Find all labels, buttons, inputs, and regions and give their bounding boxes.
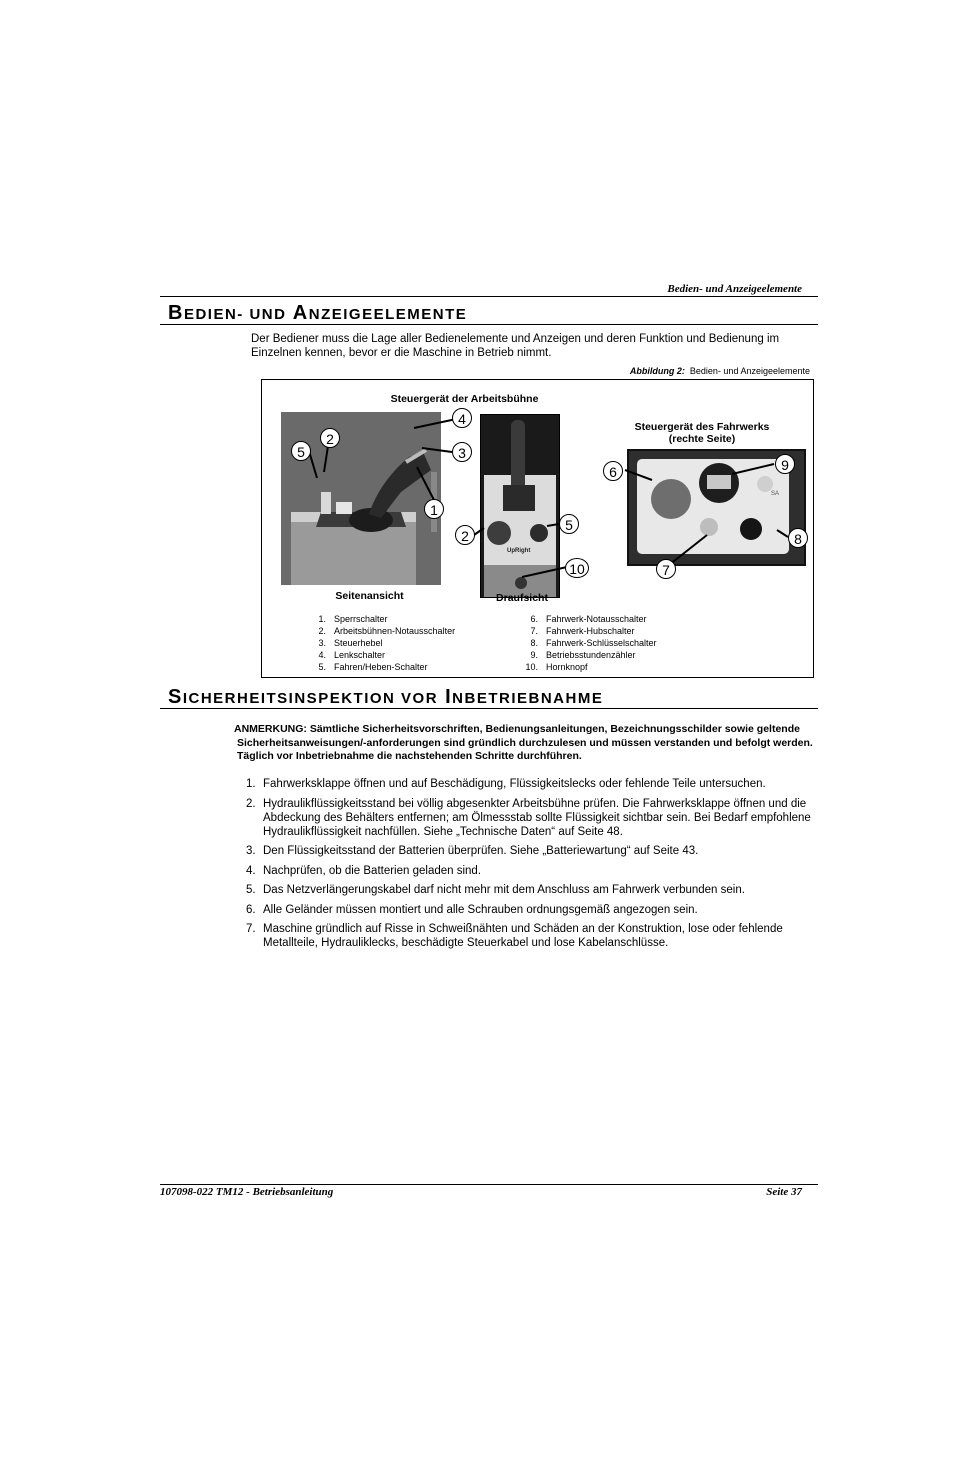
legend-item: 6. Fahrwerk-Notausschalter bbox=[530, 614, 647, 624]
legend-item: 9. Betriebsstundenzähler bbox=[530, 650, 636, 660]
legend-item: 3. Steuerhebel bbox=[318, 638, 383, 648]
title-initial: A bbox=[286, 302, 309, 324]
figure-caption-text: Bedien- und Anzeigeelemente bbox=[689, 366, 810, 376]
figure-caption-label: Abbildung 2: bbox=[629, 366, 685, 376]
callout-5-top: 5 bbox=[559, 514, 579, 534]
footer-page-number: Seite 37 bbox=[766, 1186, 802, 1198]
list-item: 1. Fahrwerksklappe öffnen und auf Beschädigung, Flüssigkeitslecks oder fehlende Teile untersuchen. bbox=[246, 778, 766, 790]
callout-8: 8 bbox=[788, 528, 808, 548]
callout-4: 4 bbox=[452, 408, 472, 428]
legend-left bbox=[310, 613, 455, 673]
legend-item: 2. Arbeitsbühnen-Notausschalter bbox=[318, 626, 456, 636]
legend-item: 5. Fahren/Heben-Schalter bbox=[318, 662, 428, 672]
chassis-control-title-line2: (rechte Seite) bbox=[668, 433, 736, 445]
legend-item: 7. Fahrwerk-Hubschalter bbox=[530, 626, 635, 636]
callout-2-top: 2 bbox=[455, 525, 475, 545]
footer-doc-id: 107098-022 TM12 - Betriebsanleitung bbox=[160, 1186, 334, 1198]
callout-5: 5 bbox=[291, 441, 311, 461]
callout-7: 7 bbox=[656, 559, 676, 579]
title-part: - bbox=[237, 306, 250, 323]
note-label: ANMERKUNG: bbox=[234, 723, 307, 735]
title-part: UND bbox=[249, 306, 287, 323]
sa-text: SA bbox=[771, 491, 780, 497]
safety-note bbox=[234, 723, 816, 764]
title-initial: I bbox=[438, 686, 453, 708]
figure-box bbox=[261, 379, 814, 678]
list-item: 5. Das Netzverlängerungskabel darf nicht mehr mit dem Anschluss am Fahrwerk verbunden sein. bbox=[246, 884, 745, 896]
title-part: NZEIGEELEMENTE bbox=[308, 306, 468, 323]
inspection-steps bbox=[246, 777, 816, 956]
legend-item: 10. Hornknopf bbox=[525, 662, 588, 672]
top-view-label: Draufsicht bbox=[496, 592, 548, 604]
list-item: 2. Hydraulikflüssigkeitsstand bei völlig abgesenkter Arbeitsbühne prüfen. Die Fahrwerksklappe öffnen und die Abdeckung des Behälters entfernen; am Ölmessstab sollte Flüssigkeit sichtbar sein. Bei Bedarf empfohlene Hydraulikflüssigkeit nachfüllen. Siehe „Technische Daten“ auf Seite 48. bbox=[246, 797, 811, 838]
callout-10: 10 bbox=[565, 558, 589, 578]
footer-rule bbox=[160, 1184, 818, 1185]
section-title-controls bbox=[168, 302, 467, 325]
list-item: 4. Nachprüfen, ob die Batterien geladen sind. bbox=[246, 864, 482, 877]
header-rule bbox=[160, 296, 818, 297]
list-item: 6. Alle Geländer müssen montiert und alle Schrauben ordnungsgemäß angezogen sein. bbox=[246, 903, 698, 916]
list-item: 3. Den Flüssigkeitsstand der Batterien überprüfen. Siehe „Batteriewartung“ auf Seite 43. bbox=[246, 845, 699, 857]
callout-2: 2 bbox=[320, 428, 340, 448]
running-header: Bedien- und Anzeigeelemente bbox=[667, 283, 802, 295]
legend-item: 8. Fahrwerk-Schlüsselschalter bbox=[530, 638, 657, 648]
platform-control-title: Steuergerät der Arbeitsbühne bbox=[390, 393, 539, 405]
intro-paragraph: Der Bediener muss die Lage aller Bedienelemente und Anzeigen und deren Funktion und Bedienung im Einzelnen kennen, bevor er die Maschine in Betrieb nimmt. bbox=[251, 333, 780, 359]
section-title-inspection bbox=[168, 686, 603, 709]
side-view-label: Seitenansicht bbox=[335, 590, 404, 602]
callout-1: 1 bbox=[424, 499, 444, 519]
legend-right bbox=[522, 613, 657, 673]
note-first-line: Sämtliche Sicherheitsvorschriften, Bedienungsanleitungen, Bezeichnungsschilder sowie geltende bbox=[309, 723, 800, 735]
section-rule bbox=[160, 324, 818, 325]
section-rule bbox=[160, 708, 818, 709]
note-rest: Sicherheitsanweisungen/-anforderungen sind gründlich durchzulesen und müssen verstanden und befolgt werden. Täglich vor Inbetriebnahme die nachstehenden Schritte durchführen. bbox=[237, 736, 813, 762]
title-part: NBETRIEBNAHME bbox=[452, 690, 604, 707]
title-initial: S bbox=[168, 686, 183, 708]
callout-9: 9 bbox=[775, 454, 795, 474]
title-part: ICHERHEITSINSPEKTION VOR bbox=[182, 690, 439, 707]
title-part: EDIEN bbox=[183, 306, 238, 323]
list-item: 7. Maschine gründlich auf Risse in Schweißnähten und Schäden an der Konstruktion, lose oder fehlende Metallteile, Hydrauliklecks, beschädigte Steuerkabel und lose Kabelanschlüsse. bbox=[246, 923, 783, 949]
callout-6: 6 bbox=[603, 461, 623, 481]
legend-item: 4. Lenkschalter bbox=[318, 650, 386, 660]
figure-caption bbox=[560, 366, 810, 376]
callout-3: 3 bbox=[452, 442, 472, 462]
title-initial: B bbox=[168, 302, 184, 324]
brand-text: UpRight bbox=[507, 548, 531, 554]
chassis-control-title-line1: Steuergerät des Fahrwerks bbox=[634, 421, 770, 433]
legend-item: 1. Sperrschalter bbox=[318, 614, 388, 624]
